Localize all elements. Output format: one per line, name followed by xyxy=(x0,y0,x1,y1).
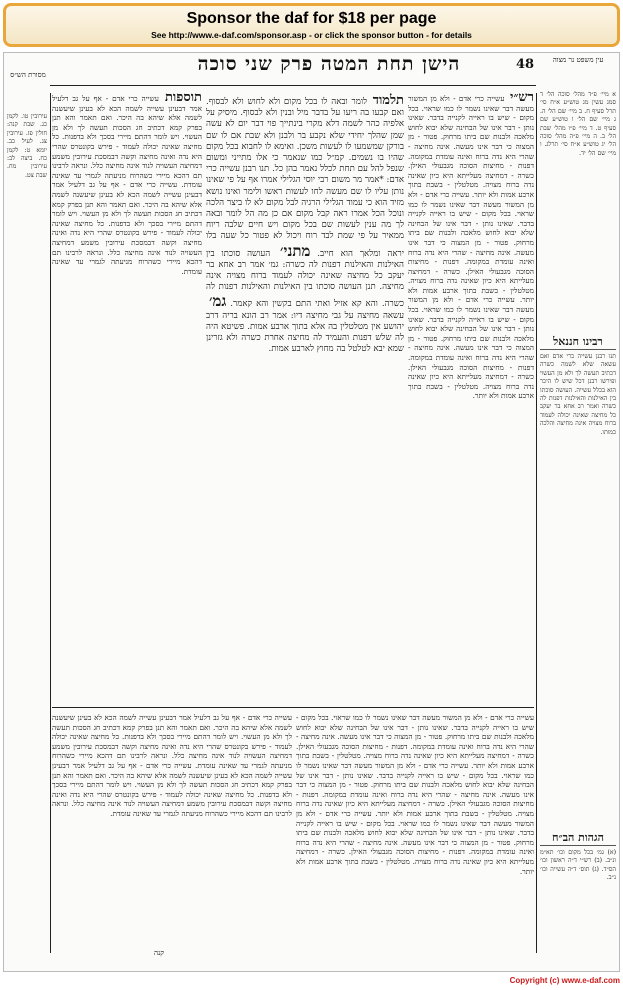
hagahot-text: (א) גמ׳ בכל מקום וכו׳ תא״מ ונ״ב. (ב) רש״י ד״ה ראשון וכו׳ הס״ד. (ג) תוס׳ ד״ה עשייה וכו׳ נ״ב. xyxy=(540,849,616,882)
catchword: קנה xyxy=(154,949,165,957)
rabbeinu-chananel-column xyxy=(540,333,616,823)
masoret-text: עירובין טו. לקמן כג. שבת קנה: חולין פז. עירובין צג. לעיל כב. יומא ט: לקמן כח. ביצה לב: עירובין מח. שבת צט. xyxy=(7,113,47,179)
tosafot-text: עשייה כרי אדם - אף על גב דלעיל אמר דבעינן עשייה לשמה הכא לא בעינן שיעשנה לשמה אלא שיהא בה היכר. ואם תאמר והא תנן בפרק קמא דכתיב חג הסכות תעשה לך ולא מן העשוי. ויש לומר דהתם מיירי בסכך ולא בדפנות. כל מחיצה שאינה יכולה לעמוד - פירש בקונטרס שהרי היא נדה ואינה מחיצה וקשה דבמסכת עירובין משמע דמחיצה העשויה לנוד אינה מחיצה כלל. ונראה לרבינו תם דהכא מיירי כשהרוח מניעתה לגמרי עד שאינה עומדת. xyxy=(52,94,202,190)
rashi-lower-text: עשייה כרי אדם - ולא מן המשור מעשה דבר שאינו נשמר לו כמו שראוי. בכל מקום - שיש בו ראייה לקנייה בדבר. שאינו נותן - דבר אינו של הבחינה שלא יבוא לחוש מלאכה ולבנות שם ביתו מרחוק. פטור - מן המצוה כי דבר אינו מעשה. אינה מחיצה - שהרי היא נדה ברוח ואינה עומדת במקומה. דפנות - מחיצות הסוכה מגבעולי האילן. כשרה - דמחיצה מעלייתא היא כיון שאינה נדה ברוח מצויה. מטלטלין - בשבת בתוך ארבע אמות ולא יותר. xyxy=(296,713,534,770)
tosafot-lower-text: עשייה כרי אדם - אף על גב דלעיל אמר דבעינן עשייה לשמה הכא לא בעינן שיעשנה לשמה אלא שיהא בה היכר. ואם תאמר והא תנן בפרק קמא דכתיב חג הסכות תעשה לך ולא מן העשוי. ויש לומר דהתם מיירי בסכך ולא בדפנות. כל מחיצה שאינה יכולה לעמוד - פירש בקונטרס שהרי היא נדה ואינה מחיצה וקשה דבמסכת עירובין משמע דמחיצה העשויה לנוד אינה מחיצה כלל. ונראה לרבינו תם דהכא מיירי כשהרוח מניעתה לגמרי עד שאינה עומדת. xyxy=(52,713,292,770)
sponsor-banner[interactable] xyxy=(3,3,620,47)
masoret-label: מסורת הש״ס xyxy=(10,71,46,79)
rashi-heading: רש״י xyxy=(504,93,534,105)
rashi-text: עשייה כרי אדם - ולא מן המשור מעשה דבר שאינו נשמר לו כמו שראוי. בכל מקום - שיש בו ראייה לקנייה בדבר. שאינו נותן - דבר אינו של הבחינה שלא יבוא לחוש מלאכה ולבנות שם ביתו מרחוק. פטור - מן המצוה כי דבר אינו מעשה. אינה מחיצה - שהרי היא נדה ברוח ואינה עומדת במקומה. דפנות - מחיצות הסוכה מגבעולי האילן. כשרה - דמחיצה מעלייתא היא כיון שאינה נדה ברוח מצויה. מטלטלין - בשבת בתוך ארבע אמות ולא יותר. xyxy=(408,94,534,199)
rabbeinu-chananel-heading: רבינו חננאל xyxy=(540,335,616,350)
talmud-page xyxy=(3,52,620,972)
page-header xyxy=(4,53,620,87)
gemara-text-top: לומר ובאה לו בכל מקום ולא לחוש ולא לבסוף. ואם קבעו בה ריעו על בדבר מיל ובנין ולא לבסוף. מיסיק על אלפיה כהר לשמה דלא מקרי בינתייך פוי דבר יום לא עשה שמן שהלך יחידי שלא נקבע בר ולבנן ולא שבת אם לו שם בורקן שמשמעו לו לעשות משכן. ואימא לו לחבוא בכל מקום שהיו בו נשמים. קמ״ל כמו שנאמר כי אלו מתייני ומשום שנפל להל עם תחת לכלל נאמר בהן כל. xyxy=(206,97,404,175)
ein-mishpat-column xyxy=(540,91,616,329)
rashi-lower-column xyxy=(296,713,534,945)
ein-mishpat-label: עין משפט נר מצוה xyxy=(552,56,604,64)
rashi-column xyxy=(408,93,534,703)
gemara-opening-word: תלמוד xyxy=(367,93,404,108)
masoret-divider xyxy=(50,93,51,953)
hagahot-heading: הגהות הב״ח xyxy=(540,831,616,846)
gemara-column xyxy=(206,93,404,703)
copyright-notice: Copyright (c) www.e-daf.com xyxy=(509,976,620,985)
tosafot-text-continued: עשייה כרי אדם - אף על גב דלעיל אמר דבעינן עשייה לשמה הכא לא בעינן שיעשנה לשמה אלא שיהא בה היכר. ואם תאמר והא תנן בפרק קמא דכתיב חג הסכות תעשה לך ולא מן העשוי. ויש לומר דהתם מיירי בסכך ולא בדפנות. כל מחיצה שאינה יכולה לעמוד - פירש בקונטרס שהרי היא נדה ואינה מחיצה וקשה דבמסכת עירובין משמע דמחיצה העשויה לנוד אינה מחיצה כלל. ונראה לרבינו תם דהכא מיירי כשהרוח מניעתה לגמרי עד שאינה עומדת. xyxy=(52,180,202,276)
gemara-text-middle: תנו רבנן עשייה כרי אדם: *אמר מר משום רבי יוסי הגלילי אמרו אף על פי שאינו נותן עליו לו שם מעשה לחו לעשות ראשו ולימר ואינו נושא מזיד הוא כי עמוד הגלילי הרגיה לבל מקום לא לו ביצר הלכה ונוכל הכל אמרו ראה קבל מקום אם כן מה הל לומר ובאה לך מה ענין לעשות שם בכל מקום ויש חיים שלבה ריוח ממאיר על פי שמת לבד רוח ויכול לא פטור כל שעה בלו יראה ומלאך הוא חייב. xyxy=(206,164,404,259)
rashi-lower-text-2: עשייה כרי אדם - ולא מן המשור מעשה דבר שאינו נשמר לו כמו שראוי. בכל מקום - שיש בו ראייה לקנייה בדבר. שאינו נותן - דבר אינו של הבחינה שלא יבוא לחוש מלאכה ולבנות שם ביתו מרחוק. פטור - מן המצוה כי דבר אינו מעשה. אינה מחיצה - שהרי היא נדה ברוח ואינה עומדת במקומה. דפנות - מחיצות הסוכה מגבעולי האילן. כשרה - דמחיצה מעלייתא היא כיון שאינה נדה ברוח מצויה. מטלטלין - בשבת בתוך ארבע אמות ולא יותר. xyxy=(296,760,534,818)
tosafot-lower-column xyxy=(52,713,292,945)
gemara-text-mishnah: העושה סוכתו בין האילנות והאילנות דפנות לה כשרה: גמ׳ אמר רב אחא בר יעקב כל מחיצה שאינה יכולה לעמוד ברוח מצויה אינה מחיצה. תנן העושה סוכתו בין האילנות והאילנות דפנות לה כשרה. והא קא אזיל ואתי התם בקשין והא קאמר. xyxy=(206,248,404,310)
rashi-text-continued: עשייה כרי אדם - ולא מן המשור מעשה דבר שאינו נשמר לו כמו שראוי. בכל מקום - שיש בו ראייה לקנייה בדבר. שאינו נותן - דבר אינו של הבחינה שלא יבוא לחוש מלאכה ולבנות שם ביתו מרחוק. פטור - מן המצוה כי דבר אינו מעשה. אינה מחיצה - שהרי היא נדה ברוח ואינה עומדת במקומה. דפנות - מחיצות הסוכה מגבעולי האילן. כשרה - דמחיצה מעלייתא היא כיון שאינה נדה ברוח מצויה. מטלטלין - בשבת בתוך ארבע אמות ולא יותר. xyxy=(408,189,534,305)
tosafot-lower-text-2: עשייה כרי אדם - אף על גב דלעיל אמר דבעינן עשייה לשמה הכא לא בעינן שיעשנה לשמה אלא שיהא בה היכר. ואם תאמר והא תנן בפרק קמא דכתיב חג הסכות תעשה לך ולא מן העשוי. ויש לומר דהתם מיירי בסכך ולא בדפנות. כל מחיצה שאינה יכולה לעמוד - פירש בקונטרס שהרי היא נדה ואינה מחיצה וקשה דבמסכת עירובין משמע דמחיצה העשויה לנוד אינה מחיצה כלל. ונראה לרבינו תם דהכא מיירי כשהרוח מניעתה לגמרי עד שאינה עומדת. xyxy=(52,760,292,818)
page-title: הישן תחת המטה פרק שני סוכה xyxy=(197,53,461,75)
sponsor-title: Sponsor the daf for $18 per page xyxy=(186,10,437,27)
gemara-marker: גמ׳ xyxy=(209,292,227,311)
rashi-text-continued-2: עשייה כרי אדם - ולא מן המשור מעשה דבר שאינו נשמר לו כמו שראוי. בכל מקום - שיש בו ראייה לקנייה בדבר. שאינו נותן - דבר אינו של הבחינה שלא יבוא לחוש מלאכה ולבנות שם ביתו מרחוק. פטור - מן המצוה כי דבר אינו מעשה. אינה מחיצה - שהרי היא נדה ברוח ואינה עומדת במקומה. דפנות - מחיצות הסוכה מגבעולי האילן. כשרה - דמחיצה מעלייתא היא כיון שאינה נדה ברוח מצויה. מטלטלין - בשבת בתוך ארבע אמות ולא יותר. xyxy=(408,295,534,401)
tosafot-column xyxy=(52,93,202,703)
rabbeinu-chananel-text: תנו רבנן עשייה כרי אדם ואם עשאה שלא לשמה כשרה דכתיב תעשה לך ולא מן העשוי ופירשו רבנן דכל שיש לו היכר הוא בכלל עשייה. העושה סוכתו בין האילנות והאילנות דפנות לה כשרה ואמר רב אחא בר יעקב כל מחיצה שאינה יכולה לעמוד ברוח מצויה אינה מחיצה והלכה כמותו. xyxy=(540,353,616,436)
masoret-column xyxy=(7,113,47,943)
ein-mishpat-text: א מיי׳ פ״ד מהל׳ סוכה הל׳ ד סמג עשין מג טוש״ע א״ח סי׳ תרל סעיף ח. ב מיי׳ שם הל׳ ה. ג מיי׳ שם הל׳ ו טוש״ע שם סעיף ט. ד מיי׳ פ״ו מהל׳ שבת הל׳ ב. ה מיי׳ פ״ה מהל׳ סוכה הל׳ יג טוש״ע א״ח סי׳ תרלג. ו מיי׳ שם הל׳ יד. xyxy=(540,91,616,157)
rashi-lower-text-3: עשייה כרי אדם - ולא מן המשור מעשה דבר שאינו נשמר לו כמו שראוי. בכל מקום - שיש בו ראייה לקנייה בדבר. שאינו נותן - דבר אינו של הבחינה שלא יבוא לחוש מלאכה ולבנות שם ביתו מרחוק. פטור - מן המצוה כי דבר אינו מעשה. אינה מחיצה - שהרי היא נדה ברוח ואינה עומדת במקומה. דפנות - מחיצות הסוכה מגבעולי האילן. כשרה - דמחיצה מעלייתא היא כיון שאינה נדה ברוח מצויה. מטלטלין - בשבת בתוך ארבע אמות ולא יותר. xyxy=(296,808,534,876)
mishnah-marker: מתני׳ xyxy=(280,241,311,260)
header-rule xyxy=(50,85,536,86)
commentary-rule xyxy=(52,707,534,708)
gemara-text-bottom: עשאה מחיצה על גבי מחיצה דיו: אמר רב הונא בריה דרב יהושע אין מטלטלין בה אלא בתוך ארבע אמות. פשיטא היה לה שלש דפנות והעמיד לה מחיצה אחרת כשרה ולא גזרינן שמא יבא לטלטל בה מחוץ לארבע אמות. xyxy=(206,310,404,355)
ein-mishpat-divider xyxy=(536,93,537,953)
tosafot-heading: תוספות xyxy=(158,93,202,105)
page-number: 48 xyxy=(516,57,535,72)
sponsor-subtitle: See http://www.e-daf.com/sponsor.asp - or click the sponsor button - for details xyxy=(151,30,472,40)
hagahot-column xyxy=(540,829,616,949)
